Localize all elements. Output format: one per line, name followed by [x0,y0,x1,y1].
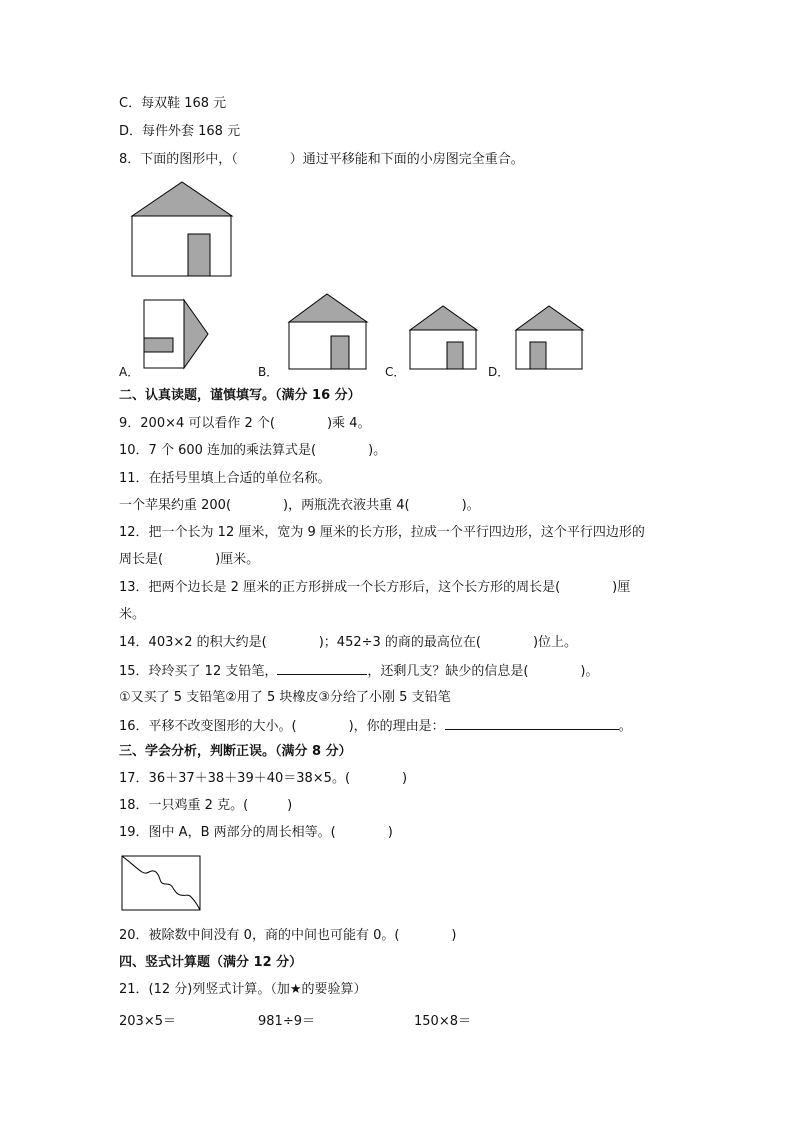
house-body [132,216,231,276]
option-b-label: B． [258,365,279,379]
option-d-coat: D．每件外套 168 元 [119,124,241,139]
question-20: 20．被除数中间没有 0，商的中间也可能有 0。( ) [119,928,457,943]
section-2-heading: 二、认真读题，谨慎填写。（满分 16 分） [119,388,361,403]
option-c-figure [407,304,481,372]
question-15-prefix: 15．玲玲买了 12 支铅笔， [119,664,278,679]
calc-item-3: 150×8＝ [414,1014,471,1029]
question-16-suffix: 。 [618,719,632,734]
question-12-line-1: 12．把一个长为 12 厘米，宽为 9 厘米的长方形，拉成一个平行四边形，这个平行四边形的 [119,525,645,540]
calc-item-1: 203×5＝ [119,1014,176,1029]
option-d-figure [513,304,587,372]
question-19-figure [120,854,202,912]
question-11-sub: 一个苹果约重 200( )，两瓶洗衣液共重 4( )。 [119,498,480,513]
question-16 [119,717,632,735]
section-4-heading: 四、竖式计算题（满分 12 分） [119,955,303,970]
question-16-prefix: 16．平移不改变图形的大小。( )，你的理由是： [119,719,445,734]
question-18: 18．一只鸡重 2 克。( ) [119,798,293,813]
question-16-blank[interactable] [445,717,619,730]
option-a-label: A． [119,365,140,379]
question-13-line-1: 13．把两个边长是 2 厘米的正方形拼成一个长方形后，这个长方形的周长是( )厘 [119,580,631,595]
question-8: 8．下面的图形中，（ ）通过平移能和下面的小房图完全重合。 [119,152,524,167]
question-15-suffix: ，还剩几支？缺少的信息是( )。 [367,664,599,679]
question-12-line-2: 周长是( )厘米。 [119,552,260,567]
question-11: 11．在括号里填上合适的单位名称。 [119,471,331,486]
calculation-row [119,1010,539,1029]
question-15-blank[interactable] [277,662,367,675]
question-17: 17．36＋37＋38＋39＋40＝38×5。( ) [119,771,408,786]
question-9: 9．200×4 可以看作 2 个( )乘 4。 [119,416,371,431]
option-d-label: D． [488,365,510,379]
question-21: 21．(12 分)列竖式计算。（加★的要验算） [119,982,367,997]
question-13-line-2: 米。 [119,607,146,622]
reference-house-figure [128,180,236,280]
option-c-label: C． [385,365,406,379]
question-14: 14．403×2 的积大约是( )；452÷3 的商的最高位在( )位上。 [119,635,578,650]
option-b-figure [286,292,370,372]
question-19: 19．图中 A，B 两部分的周长相等。( ) [119,825,393,840]
question-15 [119,662,599,680]
house-roof [132,182,232,216]
option-c-shoes: C．每双鞋 168 元 [119,96,227,111]
section-3-heading: 三、学会分析，判断正误。（满分 8 分） [119,744,352,759]
option-a-figure [140,296,212,372]
calc-item-2: 981÷9＝ [258,1014,315,1029]
question-15-choices: ①又买了 5 支铅笔②用了 5 块橡皮③分给了小刚 5 支铅笔 [119,690,451,705]
question-10: 10．7 个 600 连加的乘法算式是( )。 [119,443,387,458]
house-door [188,234,210,276]
